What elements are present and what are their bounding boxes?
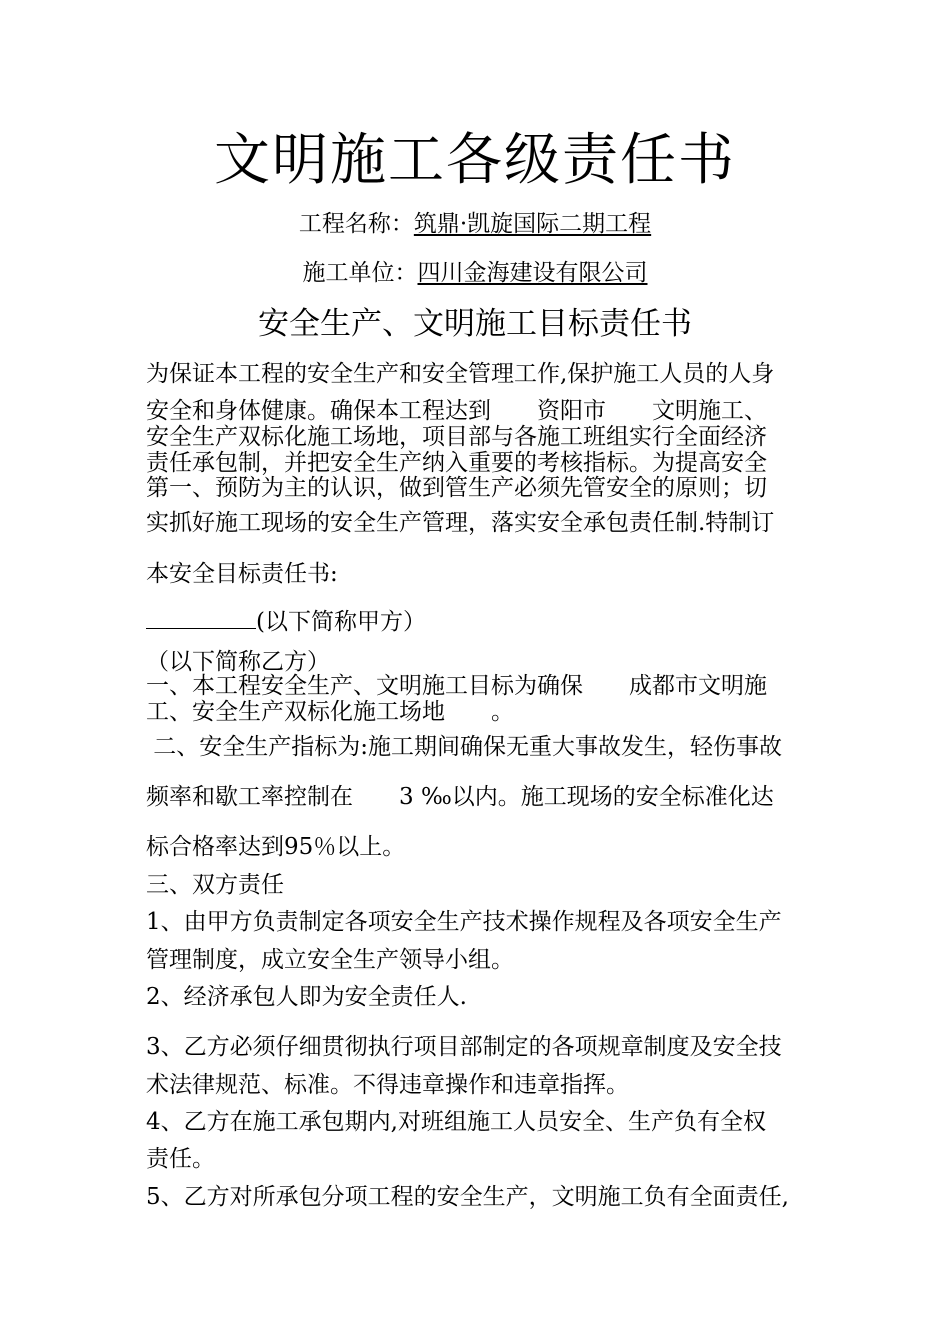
body-line: 工、安全生产双标化施工场地 。	[146, 699, 514, 725]
project-name-label: 工程名称：	[298, 211, 414, 237]
body-line: 5、乙方对所承包分项工程的安全生产，文明施工负有全面责任,	[146, 1184, 789, 1210]
body-line: 实抓好施工现场的安全生产管理，落实安全承包责任制.特制订	[146, 510, 775, 536]
body-line: 4、乙方在施工承包期内,对班组施工人员安全、生产负有全权	[146, 1109, 766, 1135]
body-line: 第一、预防为主的认识，做到管生产必须先管安全的原则；切	[146, 475, 767, 501]
body-line: 安全和身体健康。确保本工程达到 资阳市 文明施工、	[146, 398, 767, 424]
body-line: 标合格率达到95％以上。	[146, 834, 406, 860]
body-line: 一、本工程安全生产、文明施工目标为确保 成都市文明施	[146, 673, 767, 699]
body-line: 术法律规范、标准。不得违章操作和违章指挥。	[146, 1072, 629, 1098]
party-a-line	[146, 608, 426, 636]
body-line: 2、经济承包人即为安全责任人.	[146, 984, 467, 1010]
construction-unit-line	[0, 258, 950, 288]
construction-unit-value: 四川金海建设有限公司	[417, 260, 648, 286]
body-line: 二、安全生产指标为:施工期间确保无重大事故发生，轻伤事故	[146, 734, 783, 760]
section-title: 安全生产、文明施工目标责任书	[258, 306, 692, 342]
body-line: 频率和歇工率控制在 3 ‰以内。施工现场的安全标准化达	[146, 784, 774, 810]
project-name-line	[0, 209, 950, 239]
body-line: 本安全目标责任书:	[146, 561, 338, 587]
body-line: 1、由甲方负责制定各项安全生产技术操作规程及各项安全生产	[146, 909, 782, 935]
party-b-line: （以下简称乙方）	[146, 649, 330, 675]
document-title: 文明施工各级责任书	[214, 128, 736, 193]
party-a-label: (以下简称甲方）	[256, 609, 426, 635]
body-line: 为保证本工程的安全生产和安全管理工作,保护施工人员的人身	[146, 361, 775, 387]
construction-unit-label: 施工单位：	[302, 260, 418, 286]
project-name-value: 筑鼎·凯旋国际二期工程	[413, 211, 652, 237]
body-line: 安全生产双标化施工场地，项目部与各施工班组实行全面经济	[146, 424, 767, 450]
body-line: 责任。	[146, 1146, 215, 1172]
body-line: 3、乙方必须仔细贯彻执行项目部制定的各项规章制度及安全技	[146, 1034, 782, 1060]
body-line: 责任承包制，并把安全生产纳入重要的考核指标。为提高安全	[146, 450, 767, 476]
body-line: 管理制度，成立安全生产领导小组。	[146, 947, 514, 973]
section-heading: 三、双方责任	[146, 872, 284, 898]
party-a-blank	[146, 608, 256, 629]
